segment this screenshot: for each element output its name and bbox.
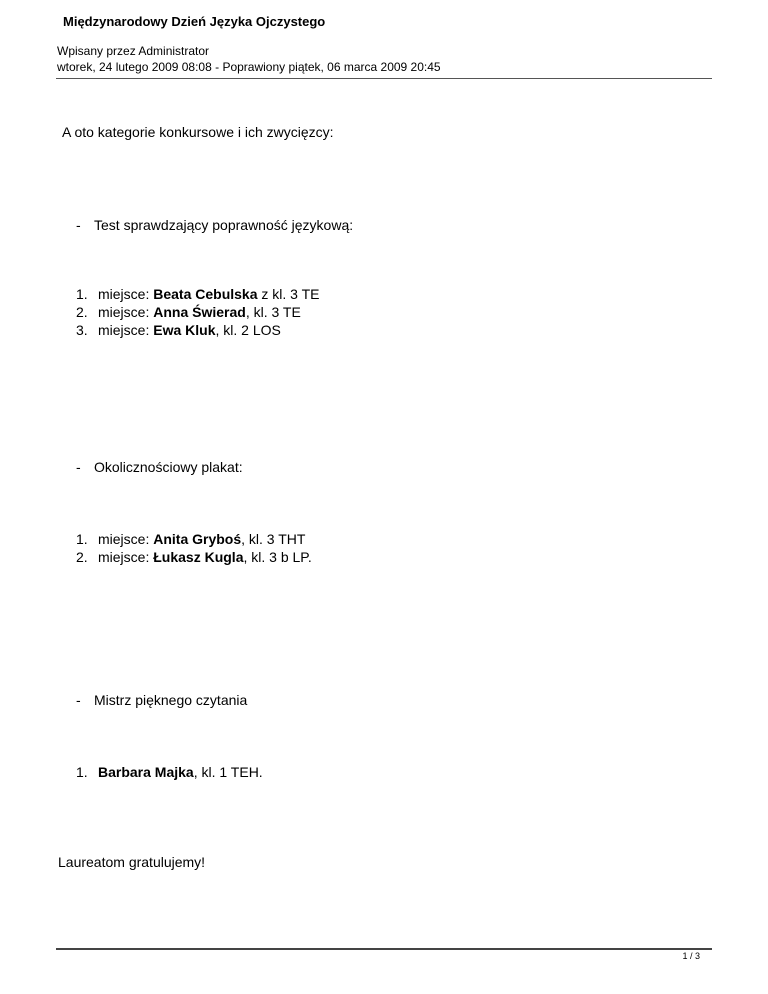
list-item <box>76 285 320 303</box>
category-dash: - <box>76 217 81 233</box>
winner-prefix: miejsce: <box>98 304 154 320</box>
list-item <box>76 548 312 566</box>
category-dash: - <box>76 692 81 708</box>
category-title: Mistrz pięknego czytania <box>94 692 248 708</box>
category-heading <box>76 459 243 475</box>
winner-class: , kl. 2 LOS <box>215 322 281 338</box>
intro-text: A oto kategorie konkursowe i ich zwycięzcy: <box>62 124 334 140</box>
winner-prefix: miejsce: <box>98 286 154 302</box>
category-heading <box>76 217 353 233</box>
list-item <box>76 303 320 321</box>
category-title: Okolicznościowy plakat: <box>94 459 243 475</box>
list-number: 1. <box>76 286 88 302</box>
list-number: 1. <box>76 531 88 547</box>
winner-name: Ewa Kluk <box>153 322 216 338</box>
closing-text: Laureatom gratulujemy! <box>58 854 206 870</box>
list-number: 3. <box>76 322 88 338</box>
winner-class: , kl. 3 TE <box>245 304 301 320</box>
category-title: Test sprawdzający poprawność językową: <box>94 217 354 233</box>
winner-class: , kl. 3 b LP. <box>243 549 312 565</box>
winner-class: z kl. 3 TE <box>257 286 320 302</box>
list-number: 1. <box>76 764 88 780</box>
date-line: wtorek, 24 lutego 2009 08:08 - Poprawiony piątek, 06 marca 2009 20:45 <box>57 60 441 74</box>
author-line: Wpisany przez Administrator <box>57 44 210 58</box>
footer-divider <box>56 948 712 950</box>
winners-list <box>76 763 263 781</box>
list-item <box>76 321 320 339</box>
article-title: Międzynarodowy Dzień Języka Ojczystego <box>63 14 326 29</box>
winner-name: Anna Świerad <box>153 304 246 320</box>
winners-list <box>76 530 312 566</box>
category-dash: - <box>76 459 81 475</box>
winner-prefix: miejsce: <box>98 322 154 338</box>
list-item <box>76 763 263 781</box>
winners-list <box>76 285 320 339</box>
winner-name: Anita Gryboś <box>153 531 242 547</box>
winner-class: , kl. 1 TEH. <box>193 764 263 780</box>
list-number: 2. <box>76 304 88 320</box>
winner-name: Barbara Majka <box>98 764 194 780</box>
category-heading <box>76 692 247 708</box>
winner-prefix: miejsce: <box>98 549 154 565</box>
list-number: 2. <box>76 549 88 565</box>
winner-name: Łukasz Kugla <box>153 549 244 565</box>
list-item <box>76 530 312 548</box>
winner-name: Beata Cebulska <box>153 286 258 302</box>
winner-prefix: miejsce: <box>98 531 154 547</box>
winner-class: , kl. 3 THT <box>241 531 306 547</box>
header-divider <box>56 78 712 79</box>
page-number: 1 / 3 <box>682 951 700 961</box>
